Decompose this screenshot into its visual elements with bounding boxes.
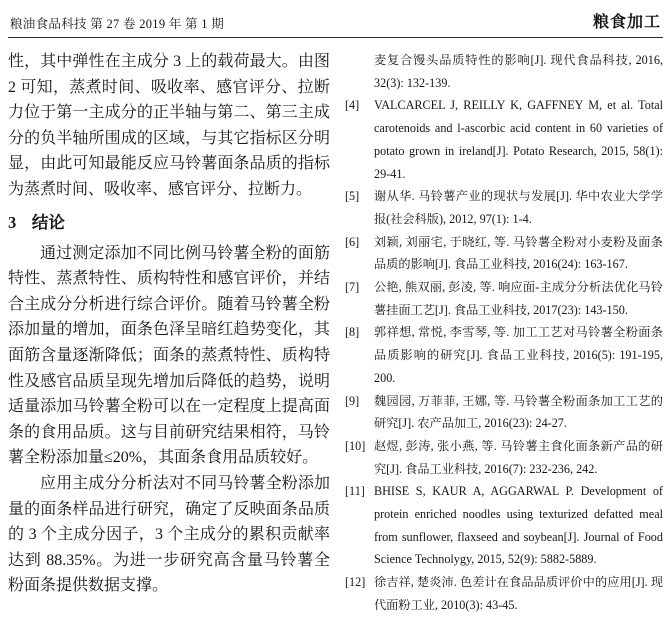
reference-item [345, 435, 663, 480]
reference-item [345, 390, 663, 435]
section-number: 3 [8, 212, 17, 232]
reference-number: [5] [345, 189, 360, 204]
body-paragraph: 应用主成分分析法对不同马铃薯全粉添加量的面条样品进行研究，确定了反映面条品质的 3 个主成分因子，3 个主成分的累积贡献率达到 88.35%。为进一步研究高含量马铃薯全粉面条提供数据支撑。 [8, 474, 330, 595]
reference-item [345, 480, 663, 571]
reference-item [345, 321, 663, 389]
reference-item [345, 185, 663, 230]
reference-text: 谢从华. 马铃薯产业的现状与发展[J]. 华中农业大学学报(社会科版), 2012, 97(1): 1-4. [374, 189, 663, 226]
reference-number: [6] [345, 234, 360, 249]
two-column-body [8, 38, 663, 617]
reference-text: VALCARCEL J, REILLY K, GAFFNEY M, et al. Total carotenoids and l-ascorbic acid content in 60 varieties of potato grown in ireland[J]. Potato Research, 2015, 58(1): 29-41. [374, 98, 663, 181]
reference-continuation: 麦复合馒头品质特性的影响[J]. 现代食品科技, 2016, 32(3): 132-139. [374, 53, 663, 90]
journal-info: 粮油食品科技 第 27 卷 2019 年 第 1 期 [10, 17, 225, 31]
reference-text: BHISE S, KAUR A, AGGARWAL P. Development of protein enriched noodles using texturized defatted meal from sunflower, flaxseed and soybean[J]. Journal of Food Science Technolygy, 2015, 52(9): 5882-5889. [374, 484, 663, 567]
left-column [8, 49, 330, 617]
reference-number: [11] [345, 484, 365, 499]
reference-item [345, 571, 663, 616]
reference-number: [4] [345, 98, 360, 113]
reference-text: 赵煜, 彭涛, 张小燕, 等. 马铃薯主食化面条新产品的研究[J]. 食品工业科技, 2016(7): 232-236, 242. [374, 438, 663, 476]
reference-number: [10] [345, 438, 366, 453]
body-paragraph: 性，其中弹性在主成分 3 上的载荷最大。由图 2 可知，蒸煮时间、吸收率、感官评分、拉断力位于第一主成分的正半轴与第二、第三主成分的负半轴所围成的区域，与其它指标区分明显，由此可知最能反应马铃薯面条品质的指标为蒸煮时间、吸收率、感官评分、拉断力。 [8, 53, 330, 198]
reference-item [345, 276, 663, 321]
reference-text: 徐吉祥, 楚炎沛. 色差计在食品品质评价中的应用[J]. 现代面粉工业, 2010(3): 43-45. [374, 575, 663, 612]
page-header [8, 0, 663, 38]
reference-number: [8] [345, 325, 360, 340]
reference-item [345, 94, 663, 185]
section-heading [8, 211, 330, 235]
reference-text: 公艳, 熊双丽, 彭凌, 等. 响应面-主成分分析法优化马铃薯挂面工艺[J]. 食品工业科技, 2017(23): 143-150. [374, 280, 663, 317]
reference-item [345, 231, 663, 276]
section-label: 粮食加工 [592, 14, 661, 31]
body-paragraph: 通过测定添加不同比例马铃薯全粉的面筋特性、蒸煮特性、质构特性和感官评价，并结合主成分分析进行综合评价。随着马铃薯全粉添加量的增加，面条色泽呈暗红趋势变化，其面筋含量逐渐降低；面条的蒸煮特性、质构特性及感官品质呈现先增加后降低的趋势，说明适量添加马铃薯全粉可以在一定程度上提高面条的食用品质。这与目前研究结果相符，马铃薯全粉添加量≤20%，其面条食用品质较好。 [8, 244, 330, 467]
reference-number: [9] [345, 393, 360, 408]
reference-number: [12] [345, 575, 366, 590]
reference-number: [7] [345, 280, 360, 295]
section-title: 结论 [31, 212, 65, 232]
references-column [345, 49, 663, 617]
reference-text: 郭祥想, 常悦, 李雪琴, 等. 加工工艺对马铃薯全粉面条品质影响的研究[J]. 食品工业科技, 2016(5): 191-195, 200. [374, 325, 663, 385]
reference-text: 刘颖, 刘丽宅, 于晓红, 等. 马铃薯全粉对小麦粉及面条品质的影响[J]. 食品工业科技, 2016(24): 163-167. [374, 234, 663, 272]
reference-text: 魏园园, 万菲菲, 王娜, 等. 马铃薯全粉面条加工工艺的研究[J]. 农产品加工, 2016(23): 24-27. [374, 393, 663, 431]
